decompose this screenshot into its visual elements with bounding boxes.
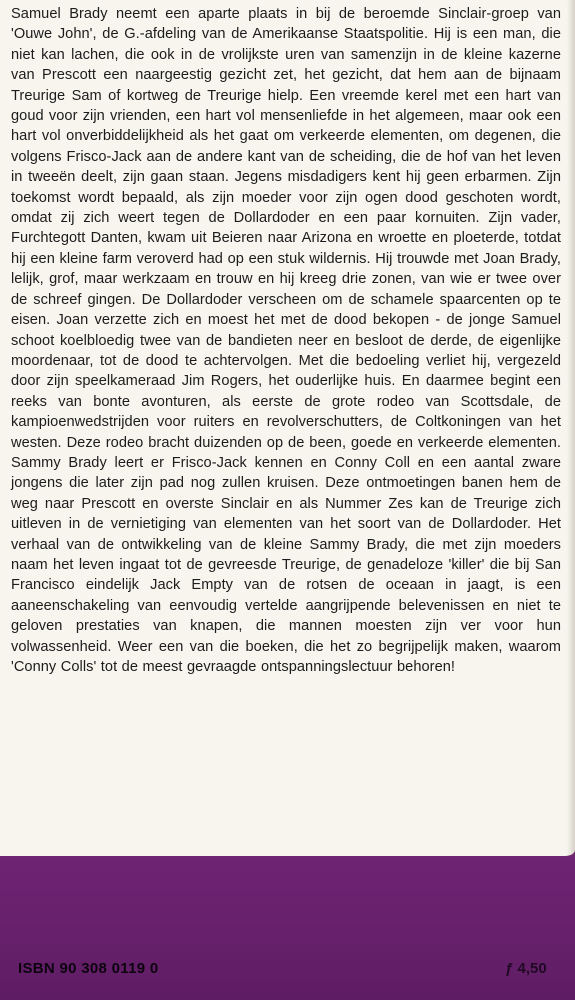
price-label: ƒ 4,50 [505,960,547,977]
blurb-text: Samuel Brady neemt een aparte plaats in bij de beroemde Sinclair-groep van 'Ouwe John', de G.-afdeling van de Amerikaanse Staatspolitie. Hij is een man, die niet kan lachen, die ook in de vrolijkste uren van samenzijn in de kleine kazerne van Prescott een naargeestig gezicht zet, het gezicht, dat hem aan de bijnaam Treurige Sam of kortweg de Treurige hielp. Een vreemde kerel met een hart van goud voor zijn vrienden, een hart vol mensenliefde in het algemeen, maar ook een hart vol onverbiddelijkheid als het gaat om verkeerde elementen, om degenen, die volgens Frisco-Jack aan de andere kant van de scheiding, die de hof van het leven in tweeën deelt, zijn gaan staan. Jegens misdadigers kent hij geen erbarmen. Zijn toekomst wordt bepaald, als zijn moeder voor zijn ogen dood geschoten wordt, omdat zij zich weert tegen de Dollardoder en een paar kornuiten. Zijn vader, Furchtegott Danten, kwam uit Beieren naar Arizona en wroette en ploeterde, totdat hij een kleine farm veroverd had op een stuk wildernis. Hij trouwde met Joan Brady, lelijk, grof, maar werkzaam en trouw en hij kreeg drie zonen, van wie er twee over de schreef gingen. De Dollardoder verscheen om de schamele spaarcenten op te eisen. Joan verzette zich en moest het met de dood bekopen - de jonge Samuel schoot koelbloedig twee van de bandieten neer en besloot de derde, de eigenlijke moordenaar, tot de dood te achtervolgen. Met die bedoeling verliet hij, vergezeld door zijn speelkameraad Jim Rogers, het ouderlijke huis. En daarmee begint een reeks van bonte avonturen, als eerste de grote rodeo van Scottsdale, de kampioenwedstrijden voor ruiters en revolverschutters, de Coltkoningen van het westen. Deze rodeo bracht duizenden op de been, goede en verkeerde elementen. Sammy Brady leert er Frisco-Jack kennen en Conny Coll en een aantal zware jongens die later zijn pad nog zullen kruisen. Deze ontmoetingen banen hem de weg naar Prescott en overste Sinclair en als Nummer Zes kan de Treurige zich uitleven in de vernietiging van elementen van het soort van de Dollardoder. Het verhaal van de ontwikkeling van de kleine Sammy Brady, die met zijn moeders naam het leven ingaat tot de gevreesde Treurige, de genadeloze 'killer' die bij San Francisco eindelijk Jack Empty van de rotsen de oceaan in jaagt, is een aaneenschakeling van eenvoudig vertelde aangrijpende belevenissen en niet te geloven prestaties van knapen, die mannen moesten zijn ver voor hun volwassenheid. Weer een van die boeken, die het zo begrijpelijk maken, waarom 'Conny Colls' tot de meest gevraagde ontspanningslectuur behoren! [11,6,561,675]
purple-band [0,856,575,1000]
paper-edge-wear [567,0,575,856]
isbn-number: ISBN 90 308 0119 0 [18,960,159,977]
